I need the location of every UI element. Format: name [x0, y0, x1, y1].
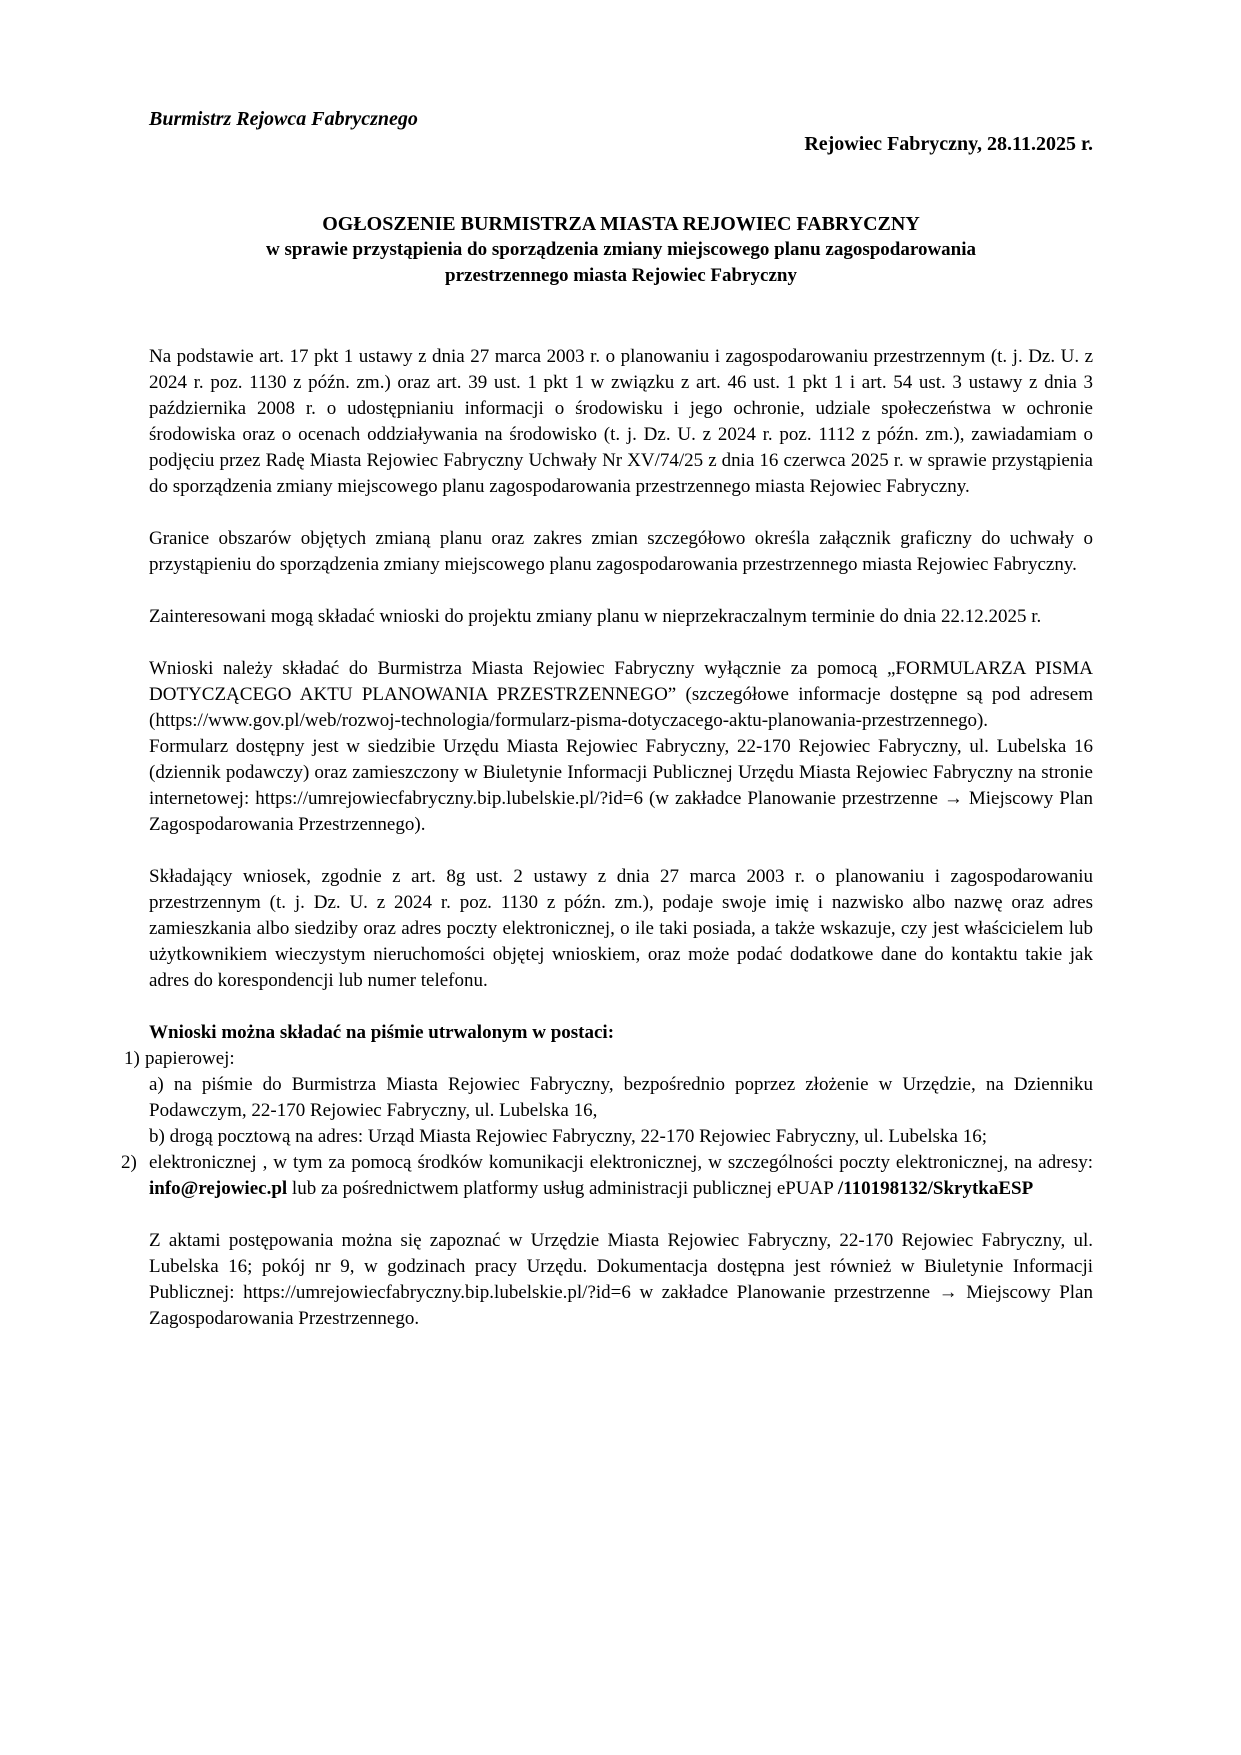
submission-list — [121, 1046, 1093, 1202]
paragraph-form-availability: Formularz dostępny jest w siedzibie Urzędu Miasta Rejowiec Fabryczny, 22-170 Rejowiec Fabryczny, ul. Lubelska 16 (dziennik podawczy) oraz zamieszczony w Biuletynie Informacji Publicznej Urzędu Miasta Rejowiec Fabryczny na stronie internetowej: https://umrejowiecfabryczny.bip.lubelskie.pl/?id=6 (w zakładce Planowanie przestrzenne → Miejscowy Plan Zagospodarowania Przestrzennego). — [149, 736, 1093, 835]
electronic-text-1: elektronicznej , w tym za pomocą środków komunikacji elektronicznej, w szczególności poczty elektronicznej, na adresy: — [149, 1152, 1093, 1173]
list-item — [124, 1046, 1093, 1072]
place-date: Rejowiec Fabryczny, 28.11.2025 r. — [804, 133, 1093, 155]
paragraph-boundaries: Granice obszarów objętych zmianą planu oraz zakres zmian szczegółowo określa załącznik graficzny do uchwały o przystąpieniu do sporządzenia zmiany miejscowego planu zagospodarowania przestrzennego miasta Rejowiec Fabryczny. — [149, 528, 1093, 575]
submission-heading: Wnioski można składać na piśmie utrwalonym w postaci: — [149, 1022, 615, 1043]
electronic-text-2: lub za pośrednictwem platformy usług administracji publicznej ePUAP — [287, 1178, 838, 1199]
document-title — [149, 211, 1093, 289]
title-line-1: OGŁOSZENIE BURMISTRZA MIASTA REJOWIEC FABRYCZNY — [322, 213, 920, 235]
email-link[interactable]: info@rejowiec.pl — [149, 1178, 288, 1199]
list-item — [121, 1150, 1093, 1202]
document-body — [121, 344, 1093, 1332]
list-subitem-b: b) drogą pocztową na adres: Urząd Miasta Rejowiec Fabryczny, 22-170 Rejowiec Fabryczny, ul. Lubelska 16; — [149, 1126, 988, 1147]
list-number: 2) — [121, 1152, 137, 1173]
list-item-electronic — [149, 1150, 1093, 1202]
title-line-2: w sprawie przystąpienia do sporządzenia zmiany miejscowego planu zagospodarowania — [265, 239, 977, 260]
paragraph-deadline: Zainteresowani mogą składać wnioski do projektu zmiany planu w nieprzekraczalnym terminie do dnia 22.12.2025 r. — [149, 606, 1042, 627]
list-subitem-a: a) na piśmie do Burmistrza Miasta Rejowiec Fabryczny, bezpośrednio poprzez złożenie w Urzędzie, na Dzienniku Podawczym, 22-170 Rejowiec Fabryczny, ul. Lubelska 16, — [149, 1074, 1093, 1121]
epuap-address: /110198132/SkrytkaESP — [837, 1178, 1034, 1199]
paragraph-applicant: Składający wniosek, zgodnie z art. 8g ust. 2 ustawy z dnia 27 marca 2003 r. o planowaniu i zagospodarowaniu przestrzennym (t. j. Dz. U. z 2024 r. poz. 1130 z późn. zm.), podaje swoje imię i nazwisko albo nazwę oraz adres zamieszkania albo siedziby oraz adres poczty elektronicznej, o ile taki posiada, a także wskazuje, czy jest właścicielem lub użytkownikiem wieczystym nieruchomości objętej wnioskiem, oraz może podać dodatkowe dane do kontaktu takie jak adres do korespondencji lub numer telefonu. — [149, 866, 1093, 991]
list-label: papierowej: — [145, 1048, 235, 1069]
sender: Burmistrz Rejowca Fabrycznego — [149, 108, 418, 130]
list-number: 1) — [124, 1048, 140, 1069]
paragraph-files: Z aktami postępowania można się zapoznać w Urzędzie Miasta Rejowiec Fabryczny, 22-170 Rejowiec Fabryczny, ul. Lubelska 16; pokój nr 9, w godzinach pracy Urzędu. Dokumentacja dostępna jest również w Biuletynie Informacji Publicznej: https://umrejowiecfabryczny.bip.lubelskie.pl/?id=6 w zakładce Planowanie przestrzenne → Miejscowy Plan Zagospodarowania Przestrzennego. — [149, 1230, 1093, 1329]
paragraph-legal-basis: Na podstawie art. 17 pkt 1 ustawy z dnia 27 marca 2003 r. o planowaniu i zagospodarowaniu przestrzennym (t. j. Dz. U. z 2024 r. poz. 1130 z późn. zm.) oraz art. 39 ust. 1 pkt 1 w związku z art. 46 ust. 1 pkt 1 i art. 54 ust. 3 ustawy z dnia 3 października 2008 r. o udostępnianiu informacji o środowisku i jego ochronie, udziale społeczeństwa w ochronie środowiska oraz o ocenach oddziaływania na środowisko (t. j. Dz. U. z 2024 r. poz. 1112 z późn. zm.), zawiadamiam o podjęciu przez Radę Miasta Rejowiec Fabryczny Uchwały Nr XV/74/25 z dnia 16 czerwca 2025 r. w sprawie przystąpienia do sporządzenia zmiany miejscowego planu zagospodarowania przestrzennego miasta Rejowiec Fabryczny. — [149, 346, 1093, 497]
title-line-3: przestrzennego miasta Rejowiec Fabryczny — [445, 265, 797, 286]
paragraph-form: Wnioski należy składać do Burmistrza Miasta Rejowiec Fabryczny wyłącznie za pomocą „FORMULARZA PISMA DOTYCZĄCEGO AKTU PLANOWANIA PRZESTRZENNEGO” (szczegółowe informacje dostępne są pod adresem (https://www.gov.pl/web/rozwoj-technologia/formularz-pisma-dotyczacego-aktu-planowania-przestrzennego). — [149, 658, 1093, 731]
